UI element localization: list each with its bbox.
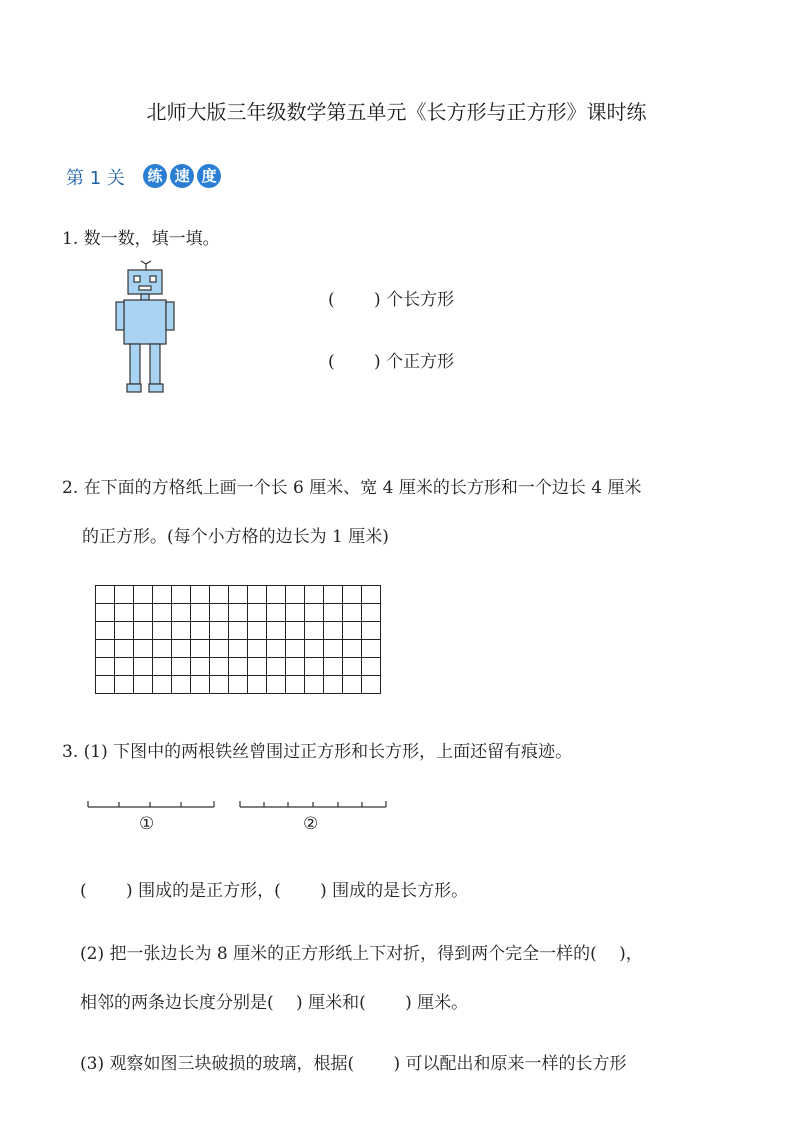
grid-cell[interactable] [343,676,362,694]
q3-part3-line1: (3) 观察如图三块破损的玻璃，根据( ) 可以配出和原来一样的长方形 [80,1054,627,1074]
grid-cell[interactable] [248,658,267,676]
grid-cell[interactable] [96,640,115,658]
grid-cell[interactable] [324,658,343,676]
grid-cell[interactable] [248,622,267,640]
grid-cell[interactable] [267,658,286,676]
wire-2 [238,798,388,812]
grid-cell[interactable] [96,676,115,694]
grid-cell[interactable] [343,604,362,622]
grid-cell[interactable] [153,604,172,622]
grid-cell[interactable] [229,622,248,640]
grid-cell[interactable] [191,640,210,658]
grid-cell[interactable] [286,604,305,622]
grid-cell[interactable] [229,640,248,658]
grid-cell[interactable] [134,640,153,658]
grid-cell[interactable] [134,676,153,694]
q3-part1: 3. (1) 下图中的两根铁丝曾围过正方形和长方形，上面还留有痕迹。 [62,742,573,762]
grid-cell[interactable] [115,640,134,658]
q2-line1: 2. 在下面的方格纸上画一个长 6 厘米、宽 4 厘米的长方形和一个边长 4 厘米 [62,478,642,498]
grid-cell[interactable] [286,676,305,694]
grid-cell[interactable] [96,586,115,604]
grid-cell[interactable] [96,604,115,622]
grid-cell[interactable] [172,676,191,694]
badge-1: 练 [143,164,167,188]
grid-cell[interactable] [172,622,191,640]
grid-cell[interactable] [248,676,267,694]
grid-cell[interactable] [153,658,172,676]
grid-cell[interactable] [362,658,381,676]
grid-cell[interactable] [267,586,286,604]
grid-cell[interactable] [115,586,134,604]
grid-cell[interactable] [210,604,229,622]
grid-cell[interactable] [172,658,191,676]
grid-cell[interactable] [210,676,229,694]
q3-part1-answer: ( ) 围成的是正方形，( ) 围成的是长方形。 [80,881,469,901]
grid-cell[interactable] [210,658,229,676]
grid-cell[interactable] [210,622,229,640]
grid-cell[interactable] [191,604,210,622]
grid-cell[interactable] [267,640,286,658]
grid-cell[interactable] [229,604,248,622]
grid-cell[interactable] [362,586,381,604]
wire-2-label: ② [303,814,319,834]
q3-part2-line1: (2) 把一张边长为 8 厘米的正方形纸上下对折，得到两个完全一样的( )， [80,944,643,964]
wire-1 [86,798,216,812]
grid-cell[interactable] [305,604,324,622]
q2-line2: 的正方形。(每个小方格的边长为 1 厘米) [82,527,389,547]
grid-cell[interactable] [96,622,115,640]
grid-cell[interactable] [286,622,305,640]
grid-cell[interactable] [115,622,134,640]
grid-cell[interactable] [191,622,210,640]
grid-cell[interactable] [286,640,305,658]
grid-cell[interactable] [134,658,153,676]
grid-cell[interactable] [324,676,343,694]
grid-cell[interactable] [134,622,153,640]
grid-cell[interactable] [115,676,134,694]
grid-cell[interactable] [210,586,229,604]
grid-cell[interactable] [286,586,305,604]
grid-cell[interactable] [96,658,115,676]
grid-cell[interactable] [172,640,191,658]
grid-cell[interactable] [305,586,324,604]
grid-cell[interactable] [172,586,191,604]
wire-1-label: ① [139,814,155,834]
grid-cell[interactable] [248,586,267,604]
grid-cell[interactable] [267,604,286,622]
badge-3: 度 [197,164,221,188]
q1-square-count: ( ) 个正方形 [328,352,455,372]
grid-cell[interactable] [191,658,210,676]
grid-cell[interactable] [172,604,191,622]
grid-cell[interactable] [343,640,362,658]
grid-cell[interactable] [229,676,248,694]
level-badges [143,164,219,188]
q3-part2-line2: 相邻的两条边长度分别是( ) 厘米和( ) 厘米。 [80,993,469,1013]
grid-cell[interactable] [362,640,381,658]
grid-cell[interactable] [305,640,324,658]
q1-prompt: 1. 数一数，填一填。 [62,229,220,249]
grid-cell[interactable] [324,586,343,604]
grid-cell[interactable] [153,586,172,604]
level-label: 第 1 关 [66,168,125,189]
grid-cell[interactable] [324,604,343,622]
grid-cell[interactable] [153,622,172,640]
grid-cell[interactable] [343,586,362,604]
grid-cell[interactable] [267,676,286,694]
grid-cell[interactable] [248,604,267,622]
grid-cell[interactable] [305,676,324,694]
grid-cell[interactable] [115,658,134,676]
badge-2: 速 [170,164,194,188]
grid-cell[interactable] [191,676,210,694]
grid-cell[interactable] [134,586,153,604]
grid-cell[interactable] [134,604,153,622]
grid-cell[interactable] [324,622,343,640]
grid-cell[interactable] [286,658,305,676]
grid-cell[interactable] [248,640,267,658]
square-grid-paper[interactable] [95,585,381,694]
q1-rect-count: ( ) 个长方形 [328,290,455,310]
grid-cell[interactable] [210,640,229,658]
robot-figure [110,258,182,398]
grid-cell[interactable] [362,604,381,622]
grid-cell[interactable] [115,604,134,622]
grid-cell[interactable] [362,622,381,640]
grid-cell[interactable] [153,640,172,658]
grid-cell[interactable] [267,622,286,640]
grid-cell[interactable] [229,586,248,604]
grid-cell[interactable] [229,658,248,676]
grid-cell[interactable] [324,640,343,658]
grid-cell[interactable] [305,622,324,640]
grid-cell[interactable] [153,676,172,694]
grid-cell[interactable] [343,622,362,640]
grid-cell[interactable] [362,676,381,694]
grid-cell[interactable] [191,586,210,604]
grid-cell[interactable] [305,658,324,676]
grid-cell[interactable] [343,658,362,676]
page-title: 北师大版三年级数学第五单元《长方形与正方形》课时练 [146,100,647,124]
